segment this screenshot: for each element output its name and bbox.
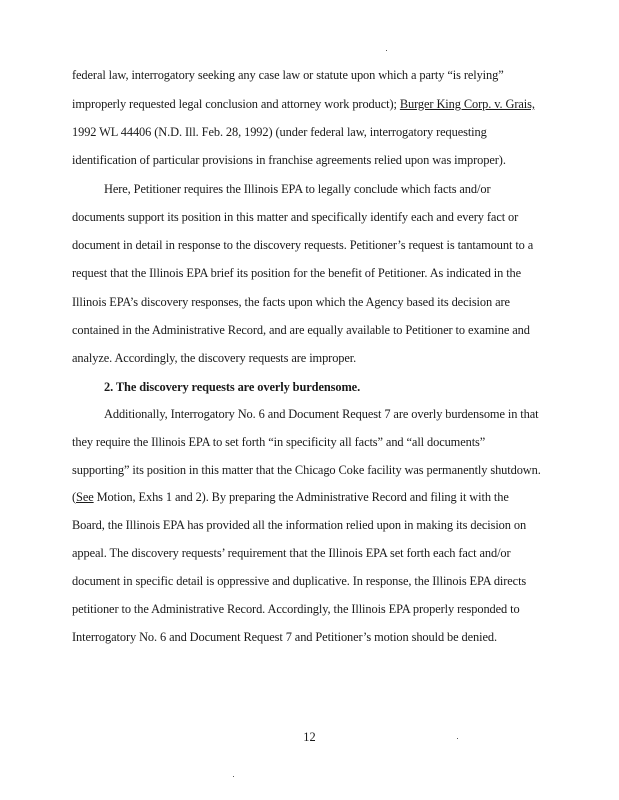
paragraph-1-line-4: identification of particular provisions in franchise agreements relied upon was improper). <box>72 153 506 167</box>
paragraph-2-line-6: contained in the Administrative Record, and are equally available to Petitioner to examine and <box>72 323 530 337</box>
paragraph-2-line-2: documents support its position in this matter and specifically identify each and every fact or <box>72 210 519 224</box>
paragraph-1-line-3: 1992 WL 44406 (N.D. Ill. Feb. 28, 1992) (under federal law, interrogatory requesting <box>72 125 487 139</box>
paragraph-2-line-3: document in detail in response to the discovery requests. Petitioner’s request is tantamount to a <box>72 238 534 252</box>
scan-speck <box>457 738 458 739</box>
page-number: 12 <box>303 730 316 744</box>
section-heading-2: 2. The discovery requests are overly burdensome. <box>104 380 361 394</box>
paragraph-3-line-4-text: Motion, Exhs 1 and 2). By preparing the Administrative Record and filing it with the <box>93 490 509 504</box>
paragraph-1-line-1: federal law, interrogatory seeking any case law or statute upon which a party “is relying” <box>72 68 504 82</box>
scan-speck <box>233 776 234 777</box>
paragraph-3-line-2: they require the Illinois EPA to set forth “in specificity all facts” and “all documents” <box>72 435 486 449</box>
paragraph-3-line-7: document in specific detail is oppressive and duplicative. In response, the Illinois EPA directs <box>72 574 527 588</box>
paragraph-2-line-7: analyze. Accordingly, the discovery requests are improper. <box>72 351 357 365</box>
paragraph-3-line-3: supporting” its position in this matter that the Chicago Coke facility was permanently shutdown. <box>72 463 541 477</box>
paragraph-3-line-4-open: ( <box>72 490 77 504</box>
paragraph-2-line-4: request that the Illinois EPA brief its position for the benefit of Petitioner. As indicated in the <box>72 266 522 280</box>
paragraph-2-line-5: Illinois EPA’s discovery responses, the facts upon which the Agency based its decision are <box>72 295 510 309</box>
scan-speck <box>386 50 387 51</box>
paragraph-3-line-5: Board, the Illinois EPA has provided all the information relied upon in making its decision on <box>72 518 527 532</box>
see-signal: See <box>76 490 94 504</box>
paragraph-1-line-2-text: improperly requested legal conclusion and attorney work product); <box>72 97 400 111</box>
paragraph-3-line-4 <box>72 489 509 505</box>
paragraph-3-line-1: Additionally, Interrogatory No. 6 and Document Request 7 are overly burdensome in that <box>104 407 539 421</box>
paragraph-2-line-1: Here, Petitioner requires the Illinois EPA to legally conclude which facts and/or <box>104 182 491 196</box>
paragraph-3-line-6: appeal. The discovery requests’ requirement that the Illinois EPA set forth each fact and/or <box>72 546 511 560</box>
paragraph-3-line-9: Interrogatory No. 6 and Document Request 7 and Petitioner’s motion should be denied. <box>72 630 497 644</box>
paragraph-1-line-2 <box>72 96 535 112</box>
case-citation-burger-king: Burger King Corp. v. Grais, <box>399 97 535 111</box>
paragraph-3-line-8: petitioner to the Administrative Record. Accordingly, the Illinois EPA properly responded to <box>72 602 520 616</box>
